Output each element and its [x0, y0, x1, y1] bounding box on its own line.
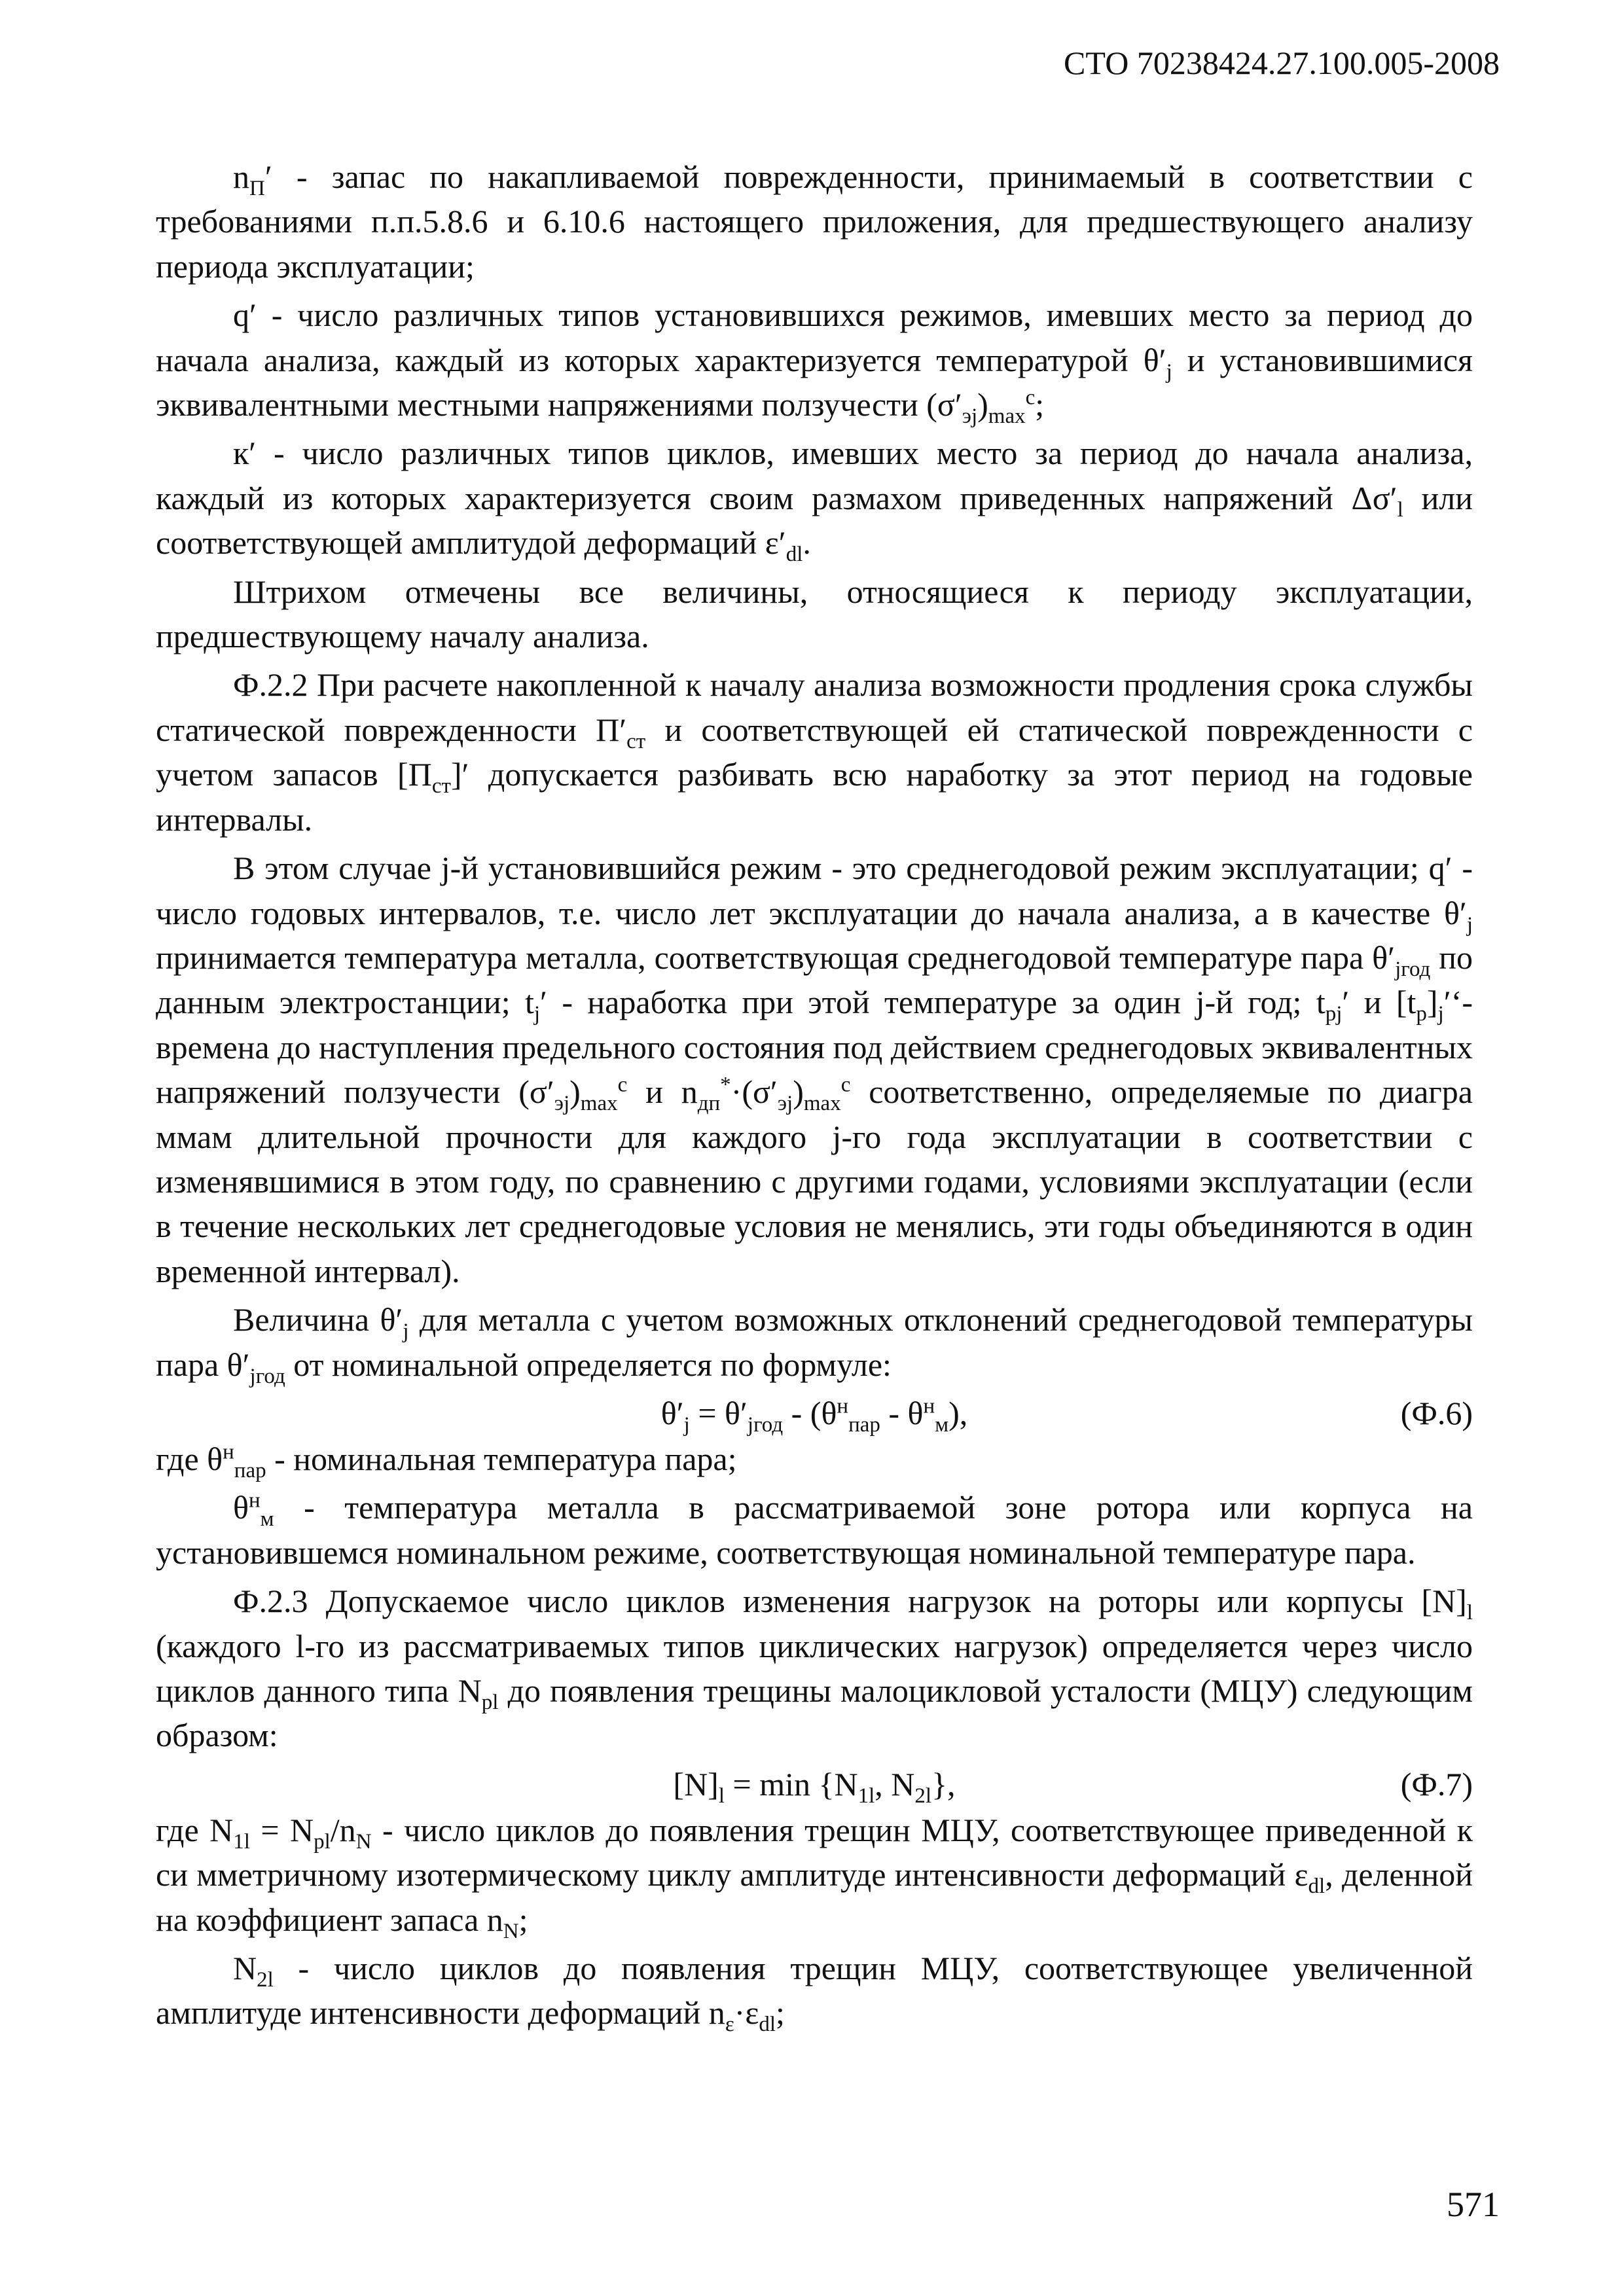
formula-f6 — [156, 1391, 1473, 1435]
paragraph-section-f23: Ф.2.3 Допускаемое число циклов изменения нагрузок на роторы или корпусы $[N]_l$ (каждого l-го из рассматриваемых типов циклических нагрузок) определяется через число циклов данного типа $N_{pl}$ до появления трещины малоцикловой усталости (МЦУ) следующим образом: — [156, 1583, 1473, 1754]
formula-f7 — [156, 1762, 1473, 1806]
where-n1l-definition: где $N_{1l} = N_{pl}/n_N$ - число циклов до появления трещин МЦУ, соответствующее приведенной к си мметричному изотермическому циклу амплитуде интенсивности деформаций $\varepsilon_{dl}$, деленной на коэффициент запаса $n_N$; — [156, 1811, 1473, 1943]
paragraph-n-pi-definition: $n_П'$ - запас по накапливаемой поврежденности, принимаемый в соответствии с требованиями п.п.5.8.6 и 6.10.6 настоящего приложения, для предшествующего анализу периода эксплуатации; — [156, 158, 1473, 285]
paragraph-q-definition: q′ - число различных типов установившихся режимов, имевших место за период до начала анализа, каждый из которых характеризуется температурой $\theta'_j$ и установившимися эквивалентными местными напряжениями ползучести $(\sigma'_{эj})_{max}^c$; — [156, 296, 1473, 429]
document-body — [156, 154, 1473, 2039]
formula-f7-expression: $[N]_l = \min \{N_{1l}$, $N_{2l}$}, — [673, 1765, 956, 1808]
paragraph-prime-note: Штрихом отмечены все величины, относящиеся к периоду эксплуатации, предшествующему началу анализа. — [156, 573, 1473, 655]
paragraph-k-definition: к′ - число различных типов циклов, имевших место за период до начала анализа, каждый из которых характеризуется своим размахом приведенных напряжений $\Delta\sigma'_l$ или соответствующей амплитудой деформаций $\varepsilon'_{dl}$. — [156, 435, 1473, 567]
paragraph-annual-mode: В этом случае j-й установившийся режим - это среднегодовой режим эксплуатации; q′ - число годовых интервалов, т.е. число лет эксплуатации до начала анализа, а в качестве $\theta'_j$ принимается температура металла, соответствующая среднегодовой температуре пара $\theta'_{jгод}$ по данным электростанции; $t_j'$ - наработка при этой температуре за один j-й год; $t_{pj}'$ и $[t_p]_j'‘-$ времена до наступления предельного состояния под действием среднегодовых эквивалентных напряжений ползучести $(\sigma'_{эj})_{max}^c$ и $n_{дп}^*\cdot(\sigma'_{эj})_{max}^c$ соответственно, определяемые по диагра ммам длительной прочности для каждого j-го года эксплуатации в соответствии с изменявшимися в этом году, по сравнению с другими годами, условиями эксплуатации (если в течение нескольких лет среднегодовые условия не менялись, эти годы объединяются в один временной интервал). — [156, 850, 1473, 1289]
page-number: 571 — [1447, 2185, 1500, 2224]
paragraph-theta-metal: $\theta^н_м$ - температура металла в рассматриваемой зоне ротора или корпуса на установившемся номинальном режиме, соответствующая номинальной температуре пара. — [156, 1488, 1473, 1571]
document-code-header: СТО 70238424.27.100.005-2008 — [1064, 45, 1500, 81]
where-theta-steam: где $\theta^н_{пар}$ - номинальная температура пара; — [156, 1440, 737, 1482]
formula-f7-number: (Ф.7) — [1400, 1765, 1473, 1803]
formula-f6-number: (Ф.6) — [1400, 1394, 1473, 1431]
paragraph-n2l-definition: $N_{2l}$ - число циклов до появления трещин МЦУ, соответствующее увеличенной амплитуде интенсивности деформаций $n_\varepsilon\cdot\varepsilon_{dl}$; — [156, 1950, 1473, 2037]
paragraph-section-f22: Ф.2.2 При расчете накопленной к началу анализа возможности продления срока службы статической поврежденности $П'_{ст}$ и соответствующей ей статической поврежденности с учетом запасов $[П_{ст}]'$ допускается разбивать всю наработку за этот период на годовые интервалы. — [156, 666, 1473, 838]
paragraph-theta-intro: Величина $\theta'_j$ для металла с учетом возможных отклонений среднегодовой температуры пара $\theta'_{jгод}$ от номинальной определяется по формуле: — [156, 1301, 1473, 1388]
formula-f6-expression: $\theta'_j = \theta'_{jгод} - (\theta^н_{пар} - \theta^н_м)$, — [660, 1394, 968, 1437]
